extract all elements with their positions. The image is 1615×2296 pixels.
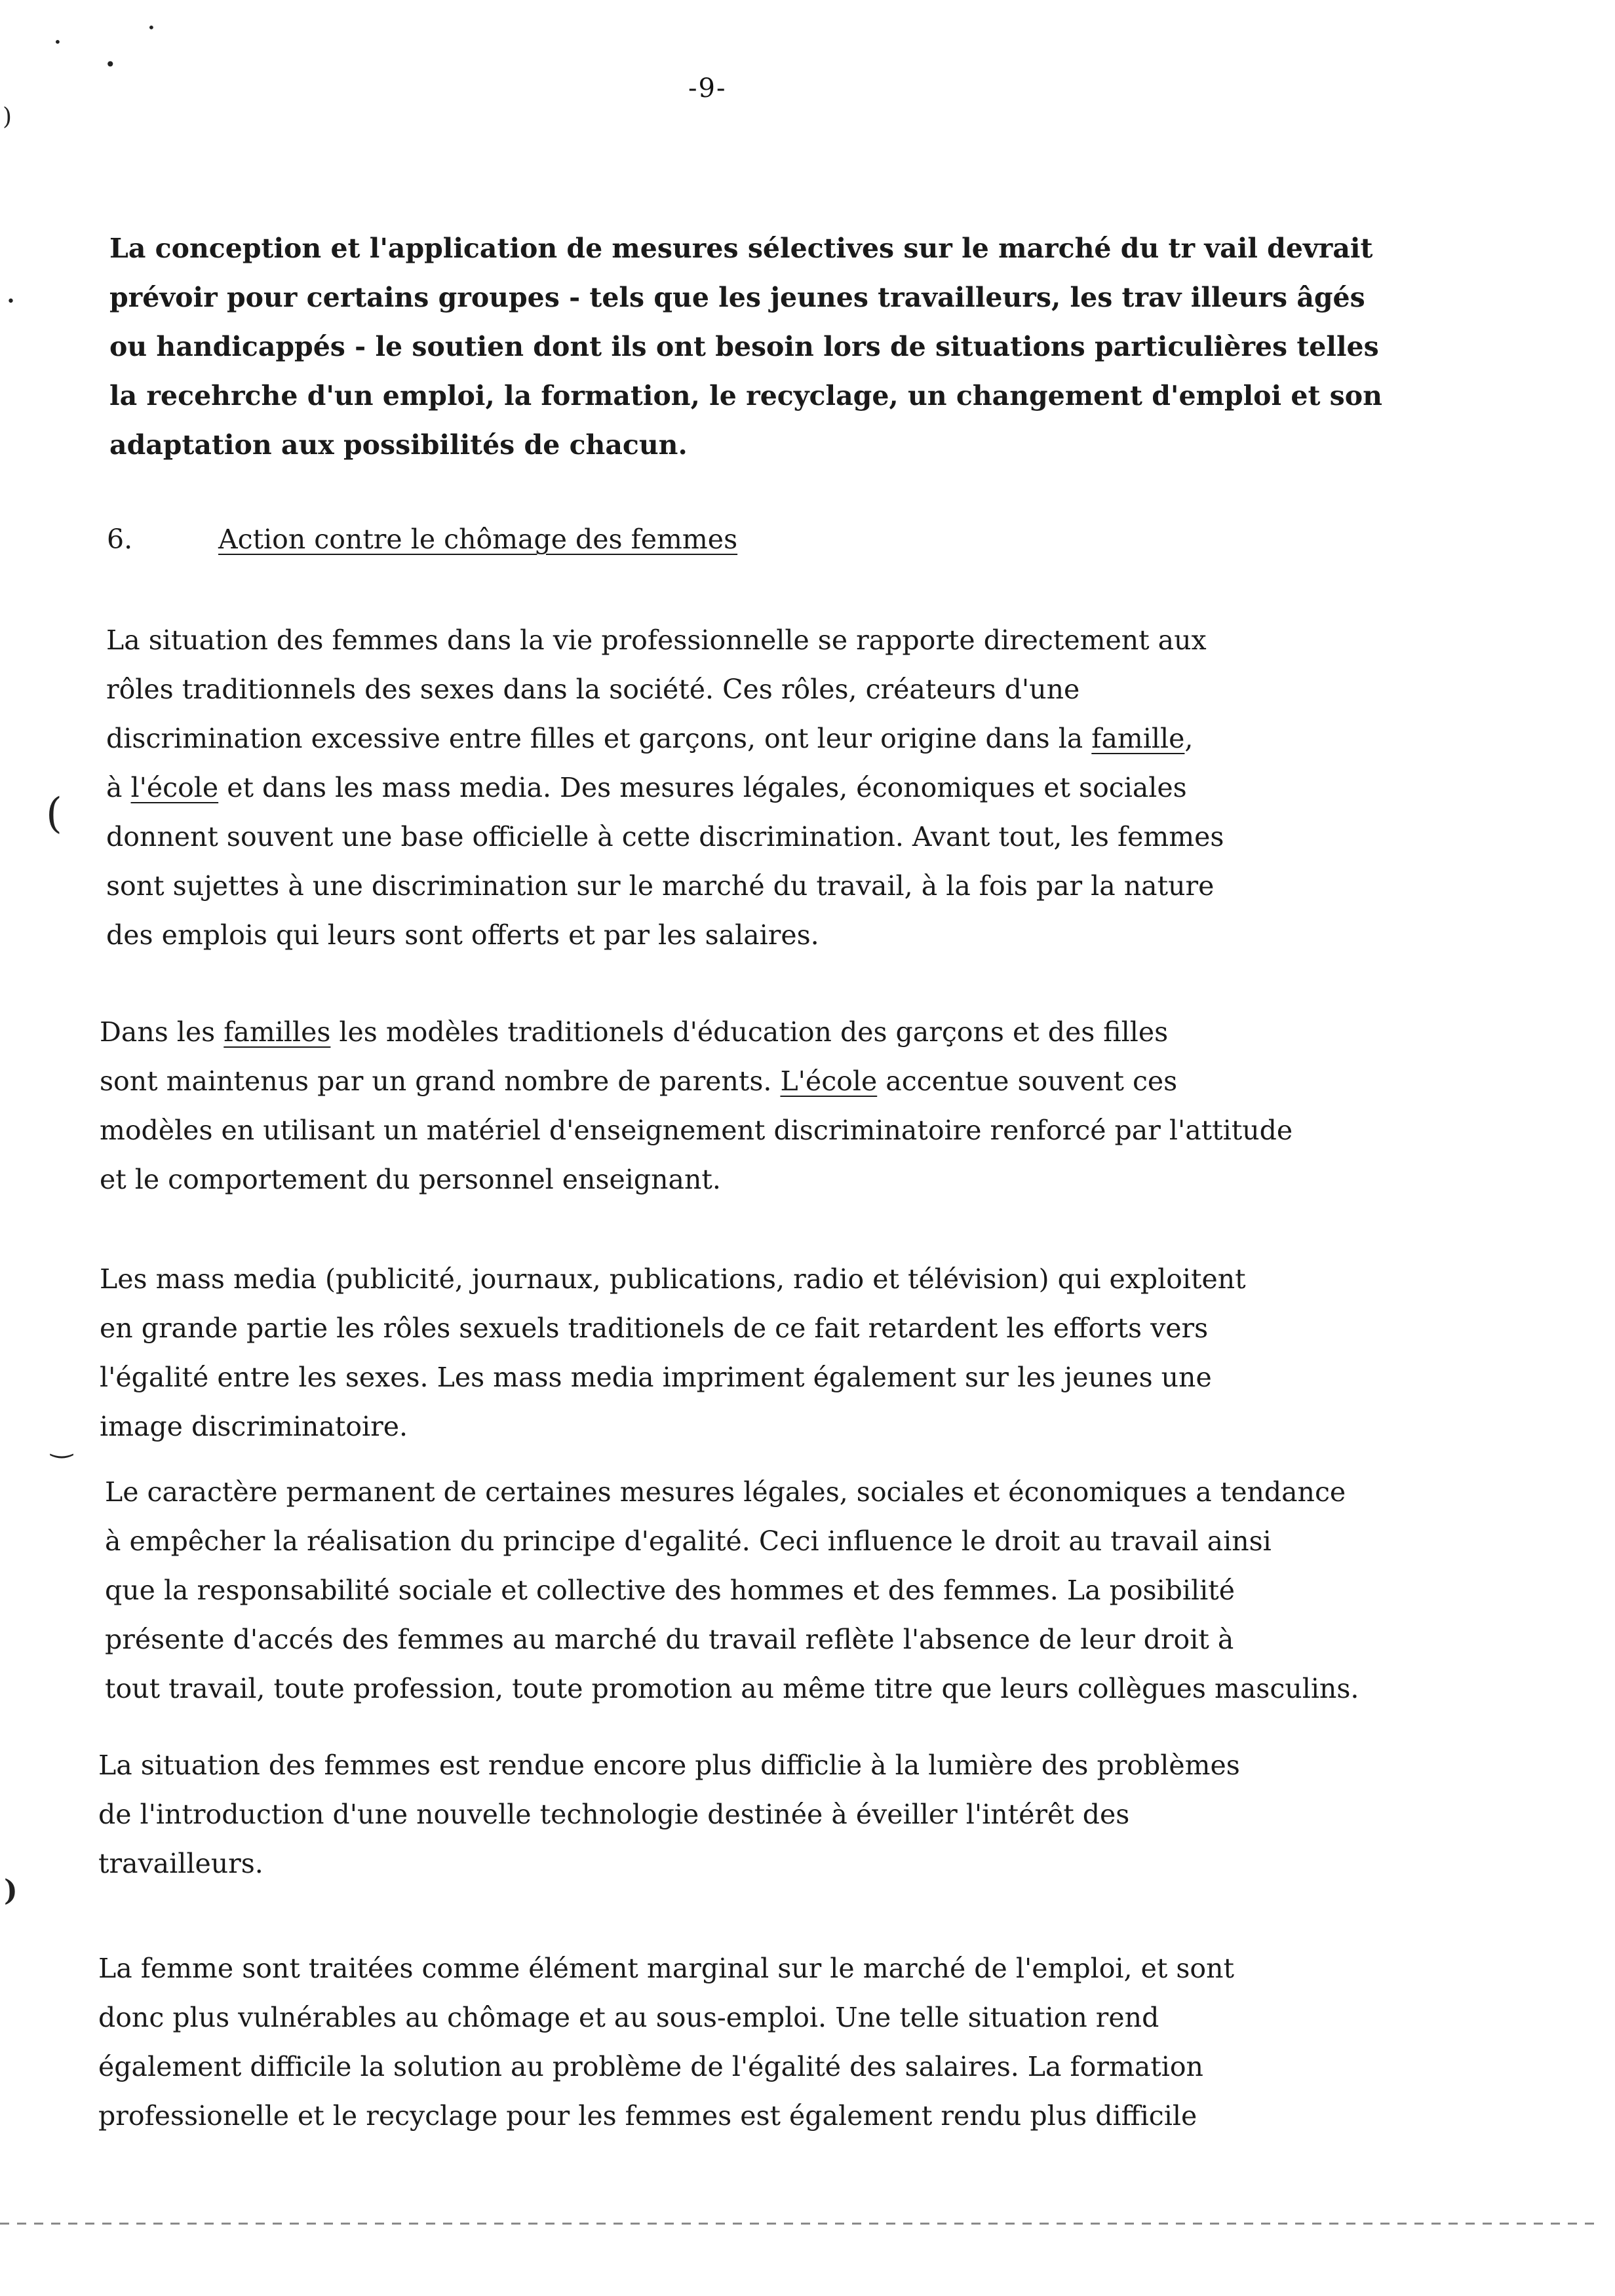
text-fragment: et dans les mass media. Des mesures légales, économiques et sociales: [218, 772, 1187, 803]
paragraph-permanent-measures: [105, 1468, 1359, 1713]
text-line: présente d'accés des femmes au marché du travail reflète l'absence de leur droit à: [105, 1624, 1234, 1655]
text-line: [106, 714, 1224, 763]
margin-bracket-mark: ‿: [51, 1428, 73, 1459]
text-line: ou handicappés - le soutien dont ils ont besoin lors de situations particulières telles: [109, 331, 1379, 362]
text-line: prévoir pour certains groupes - tels que les jeunes travailleurs, les trav illeurs âgés: [109, 282, 1365, 313]
text-line: sont sujettes à une discrimination sur le marché du travail, à la fois par la nature: [106, 870, 1215, 902]
paragraph-families-school: [100, 1008, 1293, 1204]
text-line: l'égalité entre les sexes. Les mass media impriment également sur les jeunes une: [100, 1362, 1212, 1393]
paragraph-mass-media: [100, 1255, 1246, 1451]
text-line: Le caractère permanent de certaines mesures légales, sociales et économiques a tendance: [105, 1476, 1346, 1508]
text-line: La situation des femmes est rendue encore plus difficlie à la lumière des problèmes: [98, 1750, 1240, 1781]
text-line: image discriminatoire.: [100, 1411, 408, 1442]
margin-mark-dot: •: [54, 34, 62, 50]
text-fragment: les modèles traditionels d'éducation des garçons et des filles: [330, 1016, 1169, 1048]
section-heading: [107, 515, 737, 564]
section-title: Action contre le chômage des femmes: [218, 524, 738, 555]
scan-artifact-line: [0, 2223, 1599, 2225]
text-line: modèles en utilisant un matériel d'enseignement discriminatoire renforcé par l'attitude: [100, 1115, 1293, 1146]
text-line: à empêcher la réalisation du principe d'egalité. Ceci influence le droit au travail ainsi: [105, 1525, 1272, 1557]
text-fragment: discrimination excessive entre filles et garçons, ont leur origine dans la: [106, 723, 1092, 754]
text-fragment: accentue souvent ces: [877, 1065, 1178, 1097]
text-line: La situation des femmes dans la vie professionnelle se rapporte directement aux: [106, 624, 1207, 656]
text-line: [106, 763, 1224, 813]
text-line: adaptation aux possibilités de chacun.: [109, 429, 688, 461]
text-line: en grande partie les rôles sexuels traditionels de ce fait retardent les efforts vers: [100, 1312, 1209, 1344]
paragraph-marginal-element: [98, 1944, 1234, 2141]
page-number: -9-: [688, 73, 727, 104]
text-line: La femme sont traitées comme élément marginal sur le marché de l'emploi, et sont: [98, 1953, 1234, 1984]
text-line: rôles traditionnels des sexes dans la société. Ces rôles, créateurs d'une: [106, 674, 1080, 705]
text-line: [100, 1057, 1293, 1106]
text-line: la recehrche d'un emploi, la formation, le recyclage, un changement d'emploi et son: [109, 380, 1382, 411]
text-line: Les mass media (publicité, journaux, publications, radio et télévision) qui exploitent: [100, 1263, 1246, 1295]
text-line: de l'introduction d'une nouvelle technologie destinée à éveiller l'intérêt des: [98, 1799, 1130, 1830]
underlined-word: familles: [224, 1016, 331, 1048]
text-fragment: ,: [1184, 723, 1194, 754]
text-fragment: sont maintenus par un grand nombre de parents.: [100, 1065, 781, 1097]
text-line: donc plus vulnérables au chômage et au sous-emploi. Une telle situation rend: [98, 2002, 1159, 2033]
text-line: des emplois qui leurs sont offerts et par les salaires.: [106, 919, 819, 951]
text-line: donnent souvent une base officielle à cette discrimination. Avant tout, les femmes: [106, 821, 1224, 852]
paragraph-women-situation: [106, 616, 1224, 960]
text-fragment: Dans les: [100, 1016, 224, 1048]
margin-mark-dot: ): [4, 1874, 18, 1907]
underlined-word: l'école: [130, 772, 219, 803]
text-line: [100, 1008, 1293, 1057]
text-line: La conception et l'application de mesures sélectives sur le marché du tr vail devrait: [109, 233, 1373, 264]
text-line: également difficile la solution au problème de l'égalité des salaires. La formation: [98, 2051, 1203, 2082]
section-number: 6.: [107, 524, 133, 555]
text-line: tout travail, toute profession, toute promotion au même titre que leurs collègues masculins.: [105, 1673, 1359, 1704]
paragraph-selective-measures: [109, 224, 1382, 470]
underlined-word: famille: [1091, 723, 1185, 754]
margin-mark-dot: •: [7, 294, 15, 310]
text-line: et le comportement du personnel enseignant.: [100, 1164, 721, 1195]
margin-bracket-mark: (: [46, 790, 62, 838]
margin-mark-dot: ): [3, 104, 12, 130]
margin-mark-dot: •: [105, 54, 116, 75]
text-line: que la responsabilité sociale et collective des hommes et des femmes. La posibilité: [105, 1575, 1235, 1606]
text-line: travailleurs.: [98, 1848, 263, 1879]
text-fragment: à: [106, 772, 131, 803]
paragraph-new-technology: [98, 1741, 1240, 1888]
text-line: professionelle et le recyclage pour les femmes est également rendu plus difficile: [98, 2100, 1197, 2132]
underlined-word: L'école: [780, 1065, 878, 1097]
margin-mark-dot: •: [147, 20, 155, 35]
